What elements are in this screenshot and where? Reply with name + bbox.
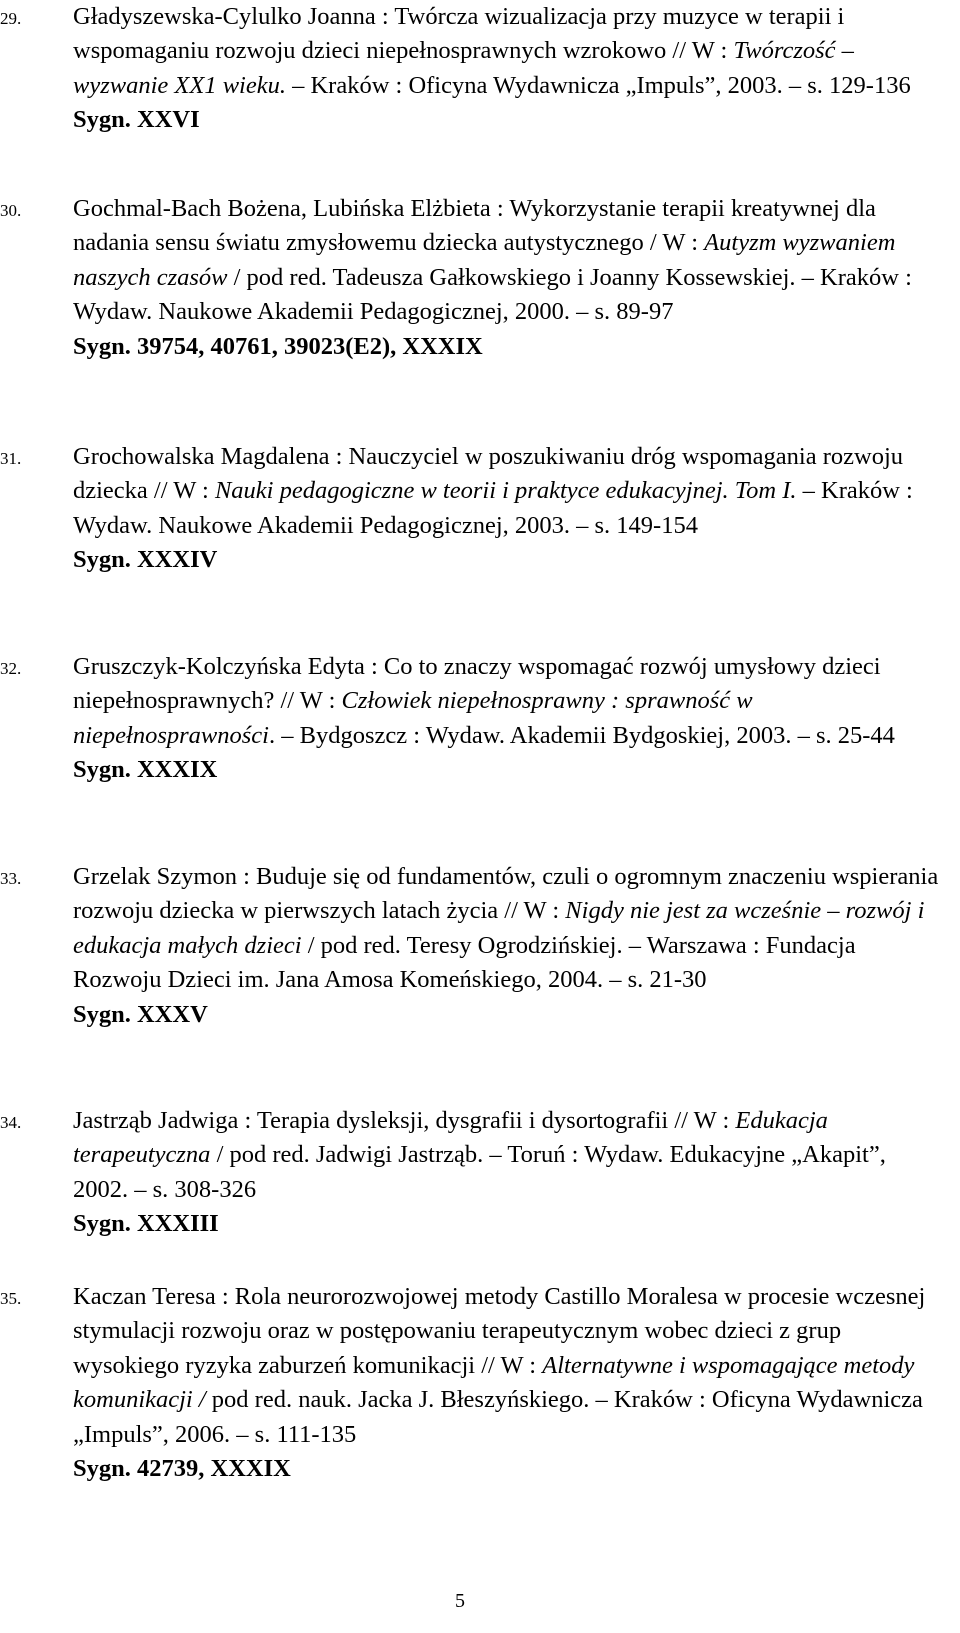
entry-text-run: Grochowalska Magdalena : Nauczyciel w poszukiwaniu dróg wspomagania rozwoju dziecka // W : xyxy=(73,443,904,505)
call-number: Sygn. XXXIII xyxy=(73,1210,219,1238)
entry-title-italic: Edukacja terapeutyczna xyxy=(73,1107,828,1169)
call-number: Sygn. XXXIV xyxy=(73,546,218,574)
entry-number: 34. xyxy=(0,1113,22,1132)
entry-number: 31. xyxy=(0,449,22,468)
entry-text xyxy=(73,0,943,138)
entry-text-run: Kaczan Teresa : Rola neurorozwojowej metody Castillo Moralesa w procesie wczesnej stymulacji rozwoju oraz w postępowaniu terapeutycznym wobec dzieci z grup wysokiego ryzyka zaburzeń komunikacji // W : xyxy=(73,1283,926,1379)
entry-number: 33. xyxy=(0,869,22,888)
entry-text-run: – Kraków : Wydaw. Naukowe Akademii Pedagogicznej, 2003. – s. 149-154 xyxy=(73,477,913,539)
entry-text-run: / pod red. Teresy Ogrodzińskiej. – Warszawa : Fundacja Rozwoju Dzieci im. Jana Amosa Komeńskiego, 2004. – s. 21-30 xyxy=(73,931,856,994)
call-number: Sygn. 39754, 40761, 39023(E2), XXXIX xyxy=(73,332,483,360)
page-number: 5 xyxy=(455,1590,465,1612)
entry-title-italic: Nauki pedagogiczne w teorii i praktyce edukacyjnej. Tom I. xyxy=(214,477,797,505)
call-number: Sygn. XXVI xyxy=(73,106,200,134)
entry-text xyxy=(73,1280,943,1486)
entry-text-run: – Kraków : Oficyna Wydawnicza „Impuls”, 2003. – s. 129-136 xyxy=(285,71,911,99)
entry-title-italic: Autyzm wyzwaniem naszych czasów xyxy=(73,229,896,291)
call-number: Sygn. XXXIX xyxy=(73,756,218,784)
entry-title-italic: Twórczość – wyzwanie XX1 wieku. xyxy=(73,37,854,99)
entry-text xyxy=(73,192,943,364)
entry-text-run: pod red. nauk. Jacka J. Błeszyńskiego. – Kraków : Oficyna Wydawnicza „Impuls”, 2006. – s. 111-135 xyxy=(73,1386,923,1448)
entry-text xyxy=(73,440,943,578)
entry-number: 29. xyxy=(0,9,22,28)
entry-text xyxy=(73,650,943,788)
entry-title-italic: Człowiek niepełnosprawny : sprawność w niepełnosprawności xyxy=(73,687,753,749)
entry-text-run: Gruszczyk-Kolczyńska Edyta : Co to znaczy wspomagać rozwój umysłowy dzieci niepełnosprawnych? // W : xyxy=(73,653,881,715)
call-number: Sygn. XXXV xyxy=(73,1000,208,1028)
call-number: Sygn. 42739, XXXIX xyxy=(73,1455,291,1483)
entry-number: 30. xyxy=(0,201,22,220)
entry-title-italic: Alternatywne i wspomagające metody komunikacji / xyxy=(73,1351,915,1414)
entry-number: 35. xyxy=(0,1289,22,1308)
entry-text-run: Gładyszewska-Cylulko Joanna : Twórcza wizualizacja przy muzyce w terapii i wspomaganiu rozwoju dzieci niepełnosprawnych wzrokowo // W : xyxy=(73,3,845,65)
entry-title-italic: Nigdy nie jest za wcześnie – rozwój i edukacja małych dzieci xyxy=(73,897,925,959)
entry-text-run: / pod red. Jadwigi Jastrząb. – Toruń : Wydaw. Edukacyjne „Akapit”, 2002. – s. 308-326 xyxy=(73,1141,886,1203)
entry-text xyxy=(73,1104,943,1242)
entry-number: 32. xyxy=(0,659,22,678)
entry-text-run: Gochmal-Bach Bożena, Lubińska Elżbieta : Wykorzystanie terapii kreatywnej dla nadania sensu światu zmysłowemu dziecka autystycznego / W : xyxy=(73,195,876,257)
entry-text xyxy=(73,860,943,1032)
entry-text-run: Jastrząb Jadwiga : Terapia dysleksji, dysgrafii i dysortografii // W : xyxy=(73,1107,736,1134)
entry-text-run: Grzelak Szymon : Buduje się od fundamentów, czuli o ogromnym znaczeniu wspierania rozwoju dziecka w pierwszych latach życia // W : xyxy=(73,863,939,925)
entry-text-run: . – Bydgoszcz : Wydaw. Akademii Bydgoskiej, 2003. – s. 25-44 xyxy=(269,721,895,749)
entry-text-run: / pod red. Tadeusza Gałkowskiego i Joanny Kossewskiej. – Kraków : Wydaw. Naukowe Akademii Pedagogicznej, 2000. – s. 89-97 xyxy=(73,263,912,326)
